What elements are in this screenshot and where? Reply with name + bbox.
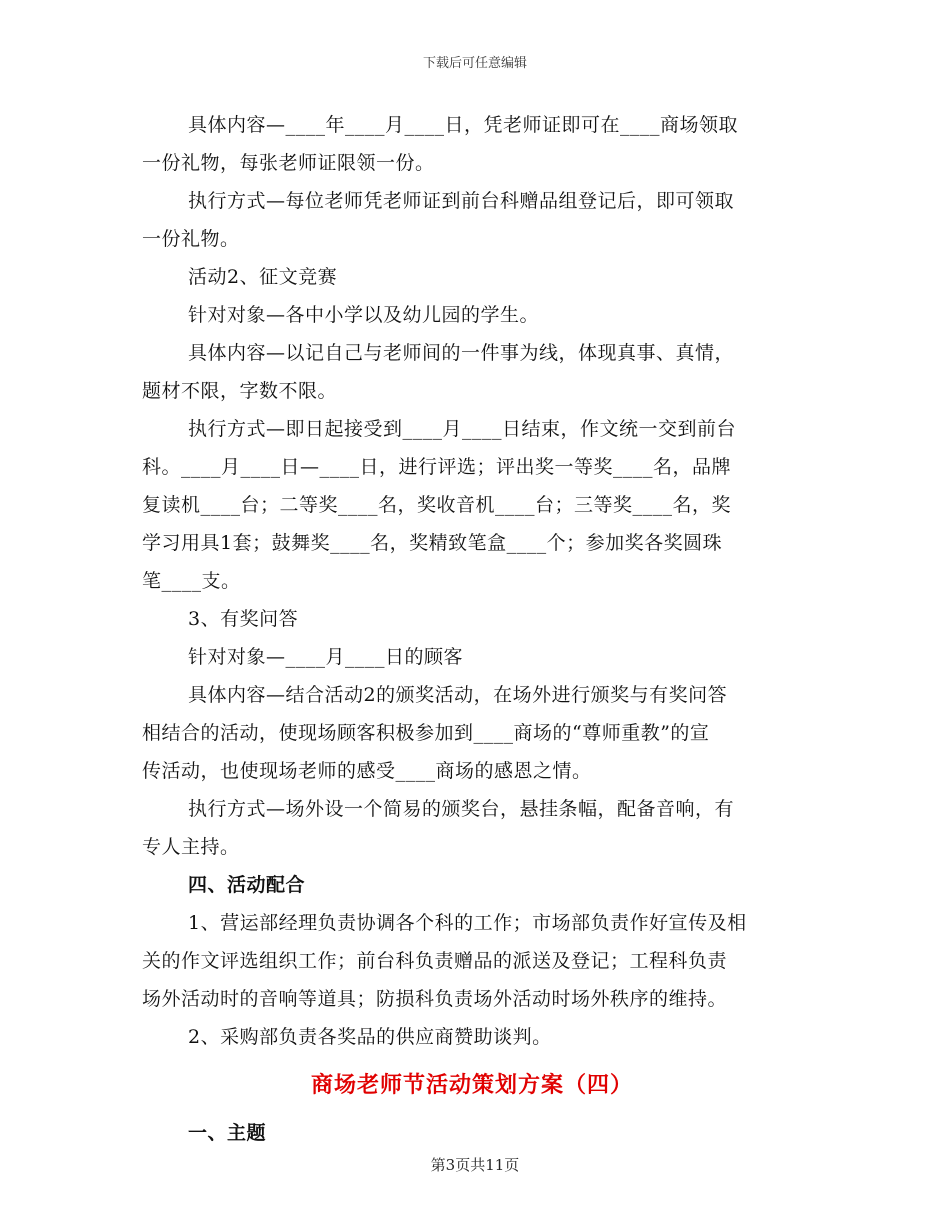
paragraph-line: 专人主持。 <box>142 836 240 858</box>
paragraph-line: 科。____月____日—____日，进行评选；评出奖一等奖____名，品牌 <box>142 456 732 478</box>
paragraph-line: 具体内容—以记自己与老师间的一件事为线，体现真事、真情， <box>188 342 735 364</box>
paragraph-line: 学习用具1套；鼓舞奖____名，奖精致笔盒____个；参加奖各奖圆珠 <box>142 532 723 554</box>
paragraph-line: 2、采购部负责各奖品的供应商赞助谈判。 <box>188 1026 552 1048</box>
paragraph-line: 相结合的活动，使现场顾客积极参加到____商场的“尊师重教”的宣 <box>142 722 710 744</box>
section-heading: 四、活动配合 <box>188 874 306 896</box>
document-body <box>142 106 802 1152</box>
paragraph-line: 场外活动时的音响等道具；防损科负责场外活动时场外秩序的维持。 <box>142 988 728 1010</box>
subsection-heading: 一、主题 <box>188 1122 267 1144</box>
page-number: 第3页共11页 <box>430 1156 520 1174</box>
paragraph-line: 执行方式—每位老师凭老师证到前台科赠品组登记后，即可领取 <box>188 190 735 212</box>
paragraph-line: 1、营运部经理负责协调各个科的工作；市场部负责作好宣传及相 <box>188 912 747 934</box>
paragraph-line: 执行方式—场外设一个简易的颁奖台，悬挂条幅，配备音响，有 <box>188 798 735 820</box>
paragraph-line: 针对对象—____月____日的顾客 <box>188 646 464 668</box>
paragraph-line: 复读机____台；二等奖____名，奖收音机____台；三等奖____名，奖 <box>142 494 732 516</box>
activity-heading: 3、有奖问答 <box>188 608 299 630</box>
paragraph-line: 执行方式—即日起接受到____月____日结束，作文统一交到前台 <box>188 418 737 440</box>
paragraph-line: 一份礼物。 <box>142 228 240 250</box>
paragraph-line: 传活动，也使现场老师的感受____商场的感恩之情。 <box>142 760 592 782</box>
paragraph-line: 关的作文评选组织工作；前台科负责赠品的派送及登记；工程科负责 <box>142 950 728 972</box>
paragraph-line: 笔____支。 <box>142 570 241 592</box>
activity-heading: 活动2、征文竞赛 <box>188 266 338 288</box>
paragraph-line: 题材不限，字数不限。 <box>142 380 338 402</box>
paragraph-line: 具体内容—结合活动2的颁奖活动，在场外进行颁奖与有奖问答 <box>188 684 728 706</box>
page-header-note: 下载后可任意编辑 <box>422 56 527 71</box>
paragraph-line: 针对对象—各中小学以及幼儿园的学生。 <box>188 304 540 326</box>
paragraph-line: 一份礼物，每张老师证限领一份。 <box>142 152 435 174</box>
section-title: 商场老师节活动策划方案（四） <box>310 1072 633 1098</box>
paragraph-line: 具体内容—____年____月____日，凭老师证即可在____商场领取 <box>188 114 739 136</box>
